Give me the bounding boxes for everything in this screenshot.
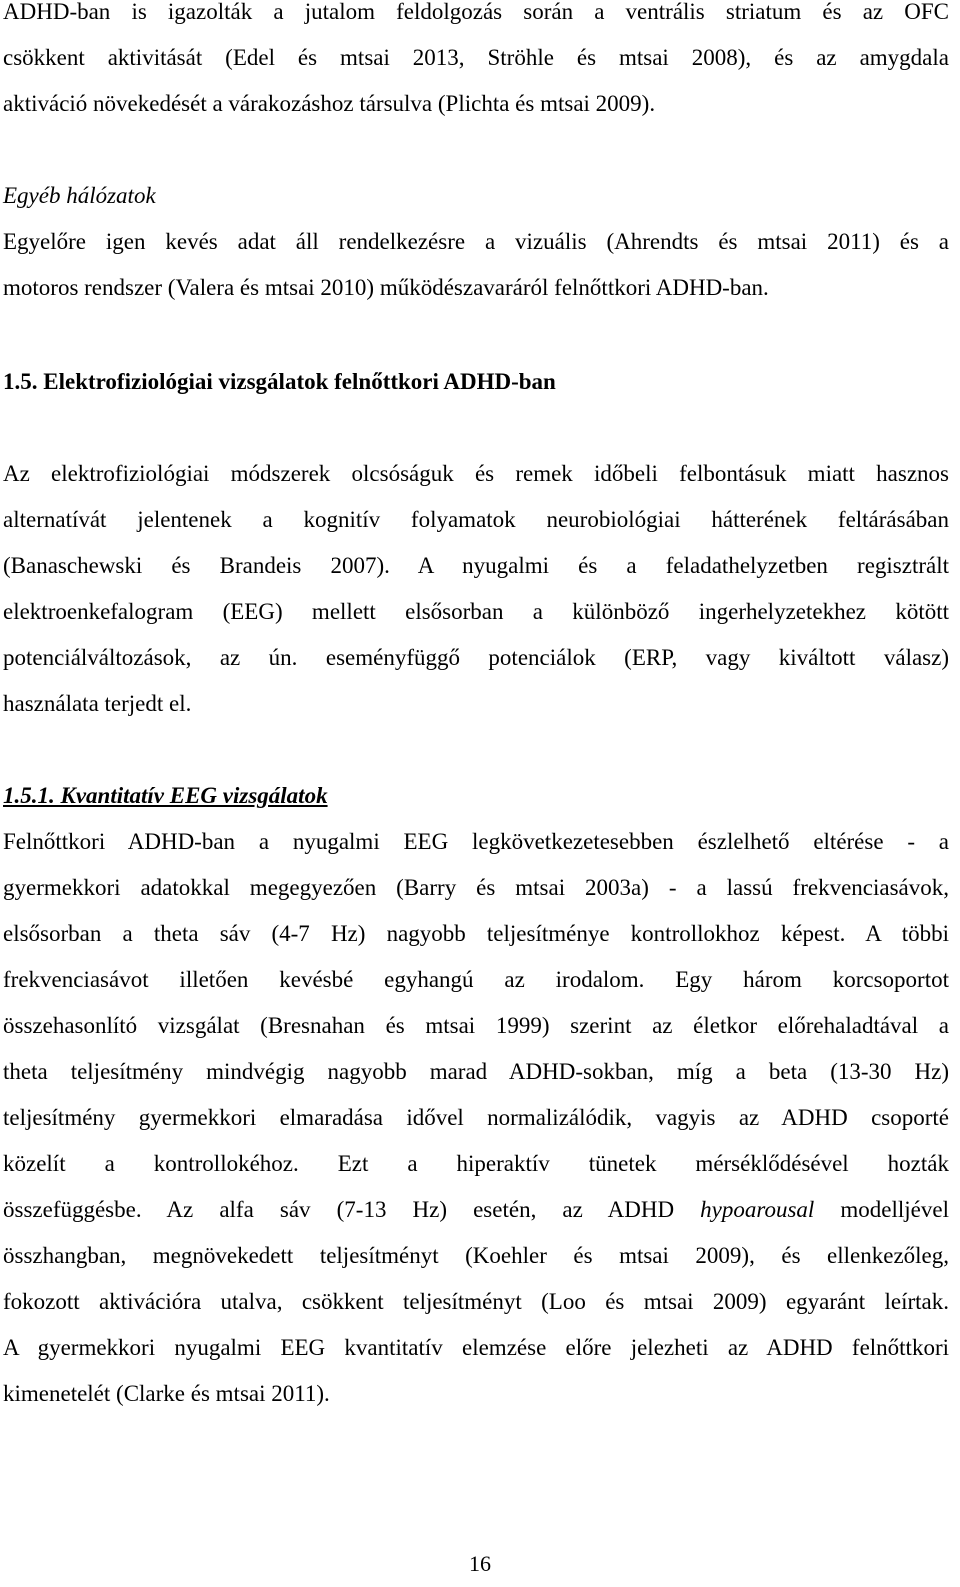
text-line: teljesítmény gyermekkori elmaradása idővel normalizálódik, vagyis az ADHD csoporté — [3, 1105, 949, 1130]
text-line: frekvenciasávot illetően kevésbé egyhangú az irodalom. Egy három korcsoportot — [3, 967, 949, 992]
section-heading-1-5: 1.5. Elektrofiziológiai vizsgálatok felnőttkori ADHD-ban — [3, 369, 556, 394]
italic-term: hypoarousal — [700, 1197, 815, 1222]
text-line: motoros rendszer (Valera és mtsai 2010) működészavaráról felnőttkori ADHD-ban. — [3, 275, 769, 300]
text-segment: modelljével — [814, 1197, 949, 1222]
text-line: Felnőttkori ADHD-ban a nyugalmi EEG legkövetkezetesebben észlelhető eltérése - a — [3, 829, 949, 854]
text-segment: összefüggésbe. Az alfa sáv (7-13 Hz) esetén, az ADHD — [3, 1197, 701, 1222]
text-line: aktiváció növekedését a várakozáshoz társulva (Plichta és mtsai 2009). — [3, 91, 656, 116]
text-line: összhangban, megnövekedett teljesítményt (Koehler és mtsai 2009), és ellenkezőleg, — [3, 1243, 949, 1268]
text-line: csökkent aktivitását (Edel és mtsai 2013, Ströhle és mtsai 2008), és az amygdala — [3, 45, 949, 70]
text-line: használata terjedt el. — [3, 691, 192, 716]
page-number: 16 — [469, 1551, 491, 1576]
text-line: fokozott aktivációra utalva, csökkent teljesítményt (Loo és mtsai 2009) egyaránt leírtak. — [3, 1289, 949, 1314]
text-line: gyermekkori adatokkal megegyezően (Barry és mtsai 2003a) - a lassú frekvenciasávok, — [3, 875, 949, 900]
text-line: Egyelőre igen kevés adat áll rendelkezésre a vizuális (Ahrendts és mtsai 2011) és a — [3, 229, 949, 254]
text-line: potenciálváltozások, az ún. eseményfüggő potenciálok (ERP, vagy kiváltott válasz) — [3, 645, 949, 670]
text-line-mixed — [3, 1195, 949, 1225]
text-line: (Banaschewski és Brandeis 2007). A nyugalmi és a feladathelyzetben regisztrált — [3, 553, 949, 578]
text-line: alternatívát jelentenek a kognitív folyamatok neurobiológiai hátterének feltárásában — [3, 507, 949, 532]
text-line: összehasonlító vizsgálat (Bresnahan és mtsai 1999) szerint az életkor előrehaladtával a — [3, 1013, 949, 1038]
text-line: A gyermekkori nyugalmi EEG kvantitatív elemzése előre jelezheti az ADHD felnőttkori — [3, 1335, 949, 1360]
text-line: kimenetelét (Clarke és mtsai 2011). — [3, 1381, 330, 1406]
text-line: elektroenkefalogram (EEG) mellett elsősorban a különböző ingerhelyzetekhez kötött — [3, 599, 949, 624]
text-line: elsősorban a theta sáv (4-7 Hz) nagyobb teljesítménye kontrollokhoz képest. A többi — [3, 921, 949, 946]
subheading-other-networks: Egyéb hálózatok — [3, 183, 156, 208]
text-line: Az elektrofiziológiai módszerek olcsóságuk és remek időbeli felbontásuk miatt hasznos — [3, 461, 949, 486]
text-line: közelít a kontrollokéhoz. Ezt a hiperaktív tünetek mérséklődésével hozták — [3, 1151, 949, 1176]
section-heading-1-5-1: 1.5.1. Kvantitatív EEG vizsgálatok — [3, 783, 328, 808]
text-line: ADHD-ban is igazolták a jutalom feldolgozás során a ventrális striatum és az OFC — [3, 0, 949, 24]
text-line: theta teljesítmény mindvégig nagyobb marad ADHD-sokban, míg a beta (13-30 Hz) — [3, 1059, 949, 1084]
